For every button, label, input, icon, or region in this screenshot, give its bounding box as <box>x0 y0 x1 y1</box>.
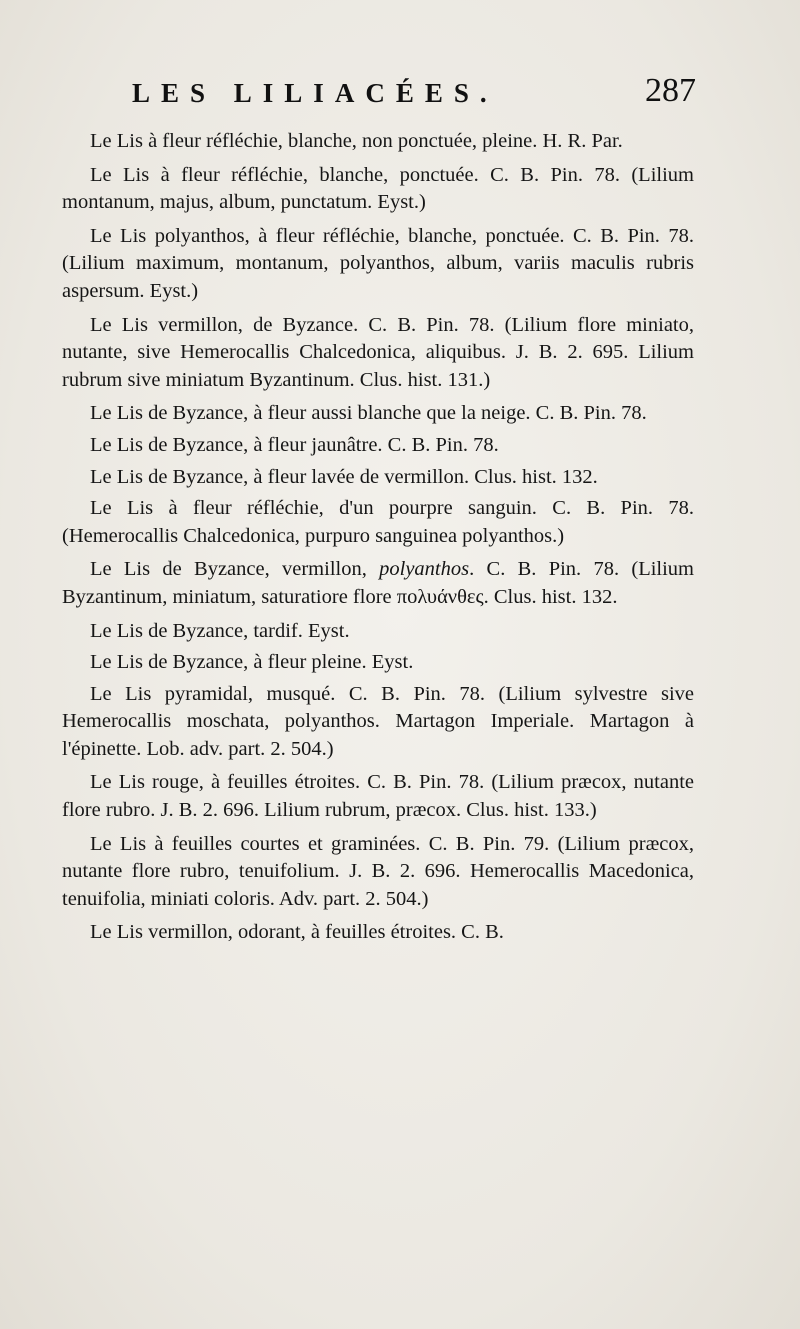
entry-9-end: . C. B. Pin. 78. (Lilium Byzantinum, miniatum, saturatiore flore πολυάνθες. Clus. hist. 132. <box>62 558 694 608</box>
running-title: LES LILIACÉES. <box>132 78 498 108</box>
entry-9 <box>62 556 694 611</box>
page-number: 287 <box>645 72 696 109</box>
entry-9-start: Le Lis de Byzance, vermillon, <box>90 558 380 581</box>
entry-10: Le Lis de Byzance, tardif. Eyst. <box>90 619 350 642</box>
entry-4: Le Lis vermillon, de Byzance. C. B. Pin. 78. (Lilium flore miniato, nutante, sive Hemerocallis Chalcedonica, aliquibus. J. B. 2. 695. Lilium rubrum sive miniatum Byzantinum. Clus. hist. 131.) <box>62 313 694 391</box>
entry-14: Le Lis à feuilles courtes et graminées. C. B. Pin. 79. (Lilium præcox, nutante flore rubro, tenuifolium. J. B. 2. 696. Hemerocallis Macedonica, tenuifolia, miniati coloris. Adv. part. 2. 504.) <box>62 832 694 910</box>
entry-13: Le Lis rouge, à feuilles étroites. C. B. Pin. 78. (Lilium præcox, nutante flore rubro. J. B. 2. 696. Lilium rubrum, præcox. Clus. hist. 133.) <box>62 771 694 822</box>
entry-15: Le Lis vermillon, odorant, à feuilles étroites. C. B. <box>90 921 504 944</box>
entry-3: Le Lis polyanthos, à fleur réfléchie, blanche, ponctuée. C. B. Pin. 78. (Lilium maximum, montanum, polyanthos, album, variis maculis rubris aspersum. Eyst.) <box>62 224 694 302</box>
entry-11: Le Lis de Byzance, à fleur pleine. Eyst. <box>90 651 414 674</box>
entry-7: Le Lis de Byzance, à fleur lavée de vermillon. Clus. hist. 132. <box>90 465 598 488</box>
entry-9-italic: polyanthos <box>379 558 470 581</box>
entry-2: Le Lis à fleur réfléchie, blanche, ponctuée. C. B. Pin. 78. (Lilium montanum, majus, album, punctatum. Eyst.) <box>62 163 694 214</box>
entry-6: Le Lis de Byzance, à fleur jaunâtre. C. B. Pin. 78. <box>90 433 499 456</box>
entry-1: Le Lis à fleur réfléchie, blanche, non ponctuée, pleine. H. R. Par. <box>90 130 623 152</box>
entry-12: Le Lis pyramidal, musqué. C. B. Pin. 78. (Lilium sylvestre sive Hemerocallis moschata, polyanthos. Martagon Imperiale. Martagon à l'épinette. Lob. adv. part. 2. 504.) <box>62 682 694 760</box>
entry-8: Le Lis à fleur réfléchie, d'un pourpre sanguin. C. B. Pin. 78. (Hemerocallis Chalcedonica, purpuro sanguinea polyanthos.) <box>62 497 694 547</box>
page-header <box>62 70 702 130</box>
entry-5: Le Lis de Byzance, à fleur aussi blanche que la neige. C. B. Pin. 78. <box>90 402 647 425</box>
body-text <box>62 128 694 953</box>
